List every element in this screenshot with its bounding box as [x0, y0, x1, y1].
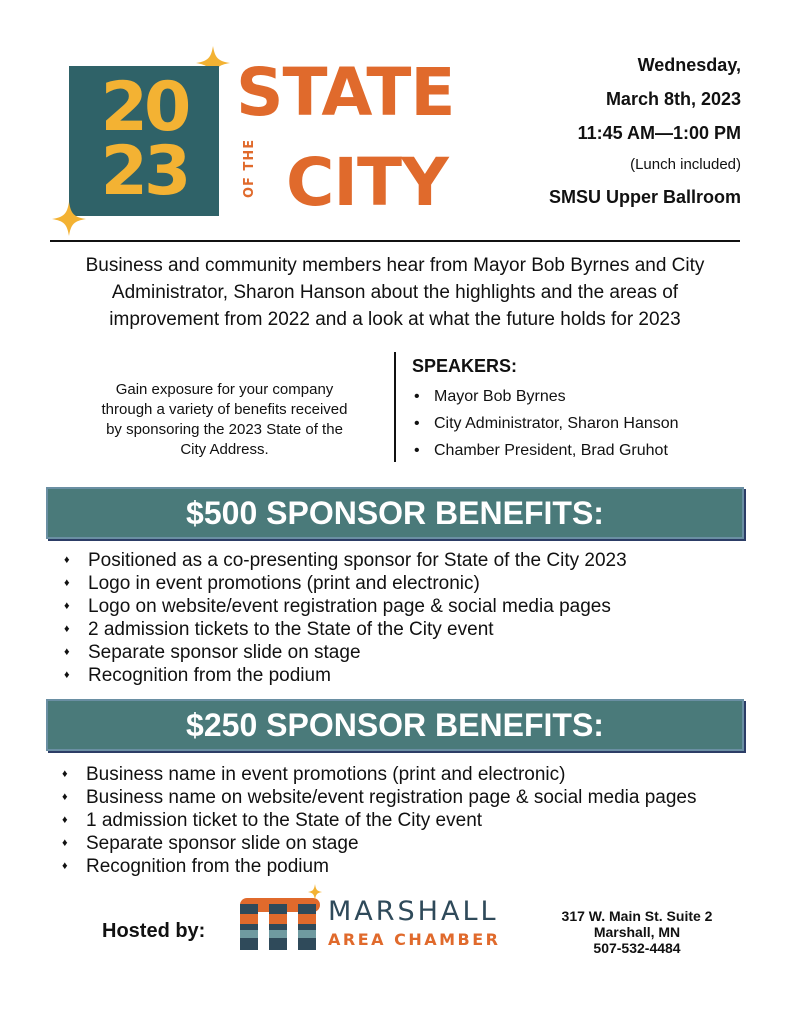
- benefit-item: ♦ Logo in event promotions (print and electronic): [64, 572, 627, 595]
- benefit-item: ♦ 2 admission tickets to the State of the City event: [64, 618, 627, 641]
- benefit-item: ♦ Logo on website/event registration page & social media pages: [64, 595, 627, 618]
- benefit-item: ♦ Recognition from the podium: [64, 664, 627, 687]
- address-line: 317 W. Main St. Suite 2: [561, 908, 713, 924]
- pitch-line: Gain exposure for your company: [115, 381, 334, 398]
- intro-line: improvement from 2022 and a look at what the future holds for 2023: [109, 309, 681, 330]
- marshall-area-chamber-logo: [238, 884, 538, 954]
- event-date: March 8th, 2023: [605, 89, 741, 109]
- logo-word-city: CITY: [286, 144, 448, 221]
- event-day: Wednesday,: [637, 55, 741, 75]
- chamber-m-icon: [238, 884, 322, 954]
- chamber-subtitle: AREA CHAMBER: [328, 930, 501, 949]
- benefit-item: ♦ Separate sponsor slide on stage: [62, 832, 696, 855]
- benefit-item: ♦ 1 admission ticket to the State of the City event: [62, 809, 696, 832]
- horizontal-divider: [50, 240, 740, 242]
- intro-paragraph: [40, 252, 750, 333]
- tier-250-benefits-list: [62, 763, 696, 878]
- chamber-name: MARSHALL: [328, 896, 499, 927]
- speaker-item: • City Administrator, Sharon Hanson: [412, 410, 679, 437]
- pitch-line: by sponsoring the 2023 State of the: [106, 421, 343, 438]
- tier-500-banner: $500 SPONSOR BENEFITS:: [46, 487, 744, 539]
- tier-500-benefits-list: [64, 549, 627, 687]
- chamber-address: [548, 908, 726, 956]
- intro-line: Administrator, Sharon Hanson about the highlights and the areas of: [111, 282, 679, 303]
- benefit-item: ♦ Positioned as a co-presenting sponsor for State of the City 2023: [64, 549, 627, 572]
- pitch-line: City Address.: [180, 441, 269, 458]
- logo-year-top: 20: [100, 68, 188, 147]
- sponsor-pitch: [72, 380, 377, 460]
- benefit-item: ♦ Business name on website/event registration page & social media pages: [62, 786, 696, 809]
- tier-250-banner: $250 SPONSOR BENEFITS:: [46, 699, 744, 751]
- address-line: Marshall, MN: [593, 924, 681, 940]
- event-venue: SMSU Upper Ballroom: [548, 187, 741, 207]
- speakers-section: [412, 353, 679, 464]
- event-time: 11:45 AM—1:00 PM: [577, 123, 741, 143]
- benefit-item: ♦ Recognition from the podium: [62, 855, 696, 878]
- speaker-item: • Mayor Bob Byrnes: [412, 383, 679, 410]
- phone-number: 507-532-4484: [593, 940, 681, 956]
- logo-square: [69, 66, 219, 216]
- vertical-divider: [394, 352, 396, 462]
- speakers-title: SPEAKERS:: [412, 356, 518, 376]
- pitch-line: through a variety of benefits received: [101, 401, 348, 418]
- benefit-item: ♦ Separate sponsor slide on stage: [64, 641, 627, 664]
- speaker-item: • Chamber President, Brad Gruhot: [412, 437, 679, 464]
- logo-word-state: STATE: [236, 54, 455, 131]
- hosted-by-label: Hosted by:: [102, 920, 206, 942]
- intro-line: Business and community members hear from Mayor Bob Byrnes and City: [85, 255, 705, 276]
- logo-word-of-the: OF THE: [242, 138, 257, 198]
- benefit-item: ♦ Business name in event promotions (print and electronic): [62, 763, 696, 786]
- logo-year-bottom: 23: [100, 132, 188, 211]
- event-lunch-note: (Lunch included): [630, 156, 741, 173]
- state-of-the-city-logo: [50, 46, 480, 236]
- event-details: [549, 48, 741, 214]
- sparkle-icon: [52, 202, 86, 236]
- speakers-list: [412, 383, 679, 464]
